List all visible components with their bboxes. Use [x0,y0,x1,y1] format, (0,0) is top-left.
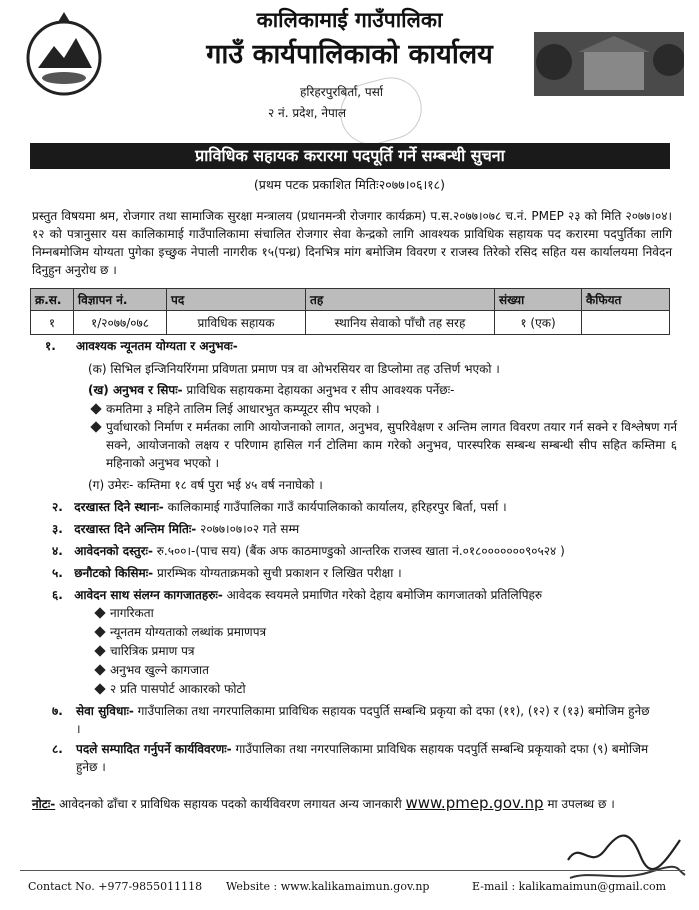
cell-level: स्थानिय सेवाको पाँचौ तह सरह [306,311,495,335]
section-7-text: गाउँपालिका तथा नगरपालिकामा प्राविधिक सहायक पदपुर्ति सम्बन्धि प्रकृया को दफा (११), (१२) र (१३) बमोजिम हुनेछ । [76,704,650,736]
section-7 [52,702,652,738]
section-5 [52,564,682,582]
note-label: नोटः- [32,797,56,811]
section-1-title: आवश्यक न्यूनतम योग्यता र अनुभवः- [76,339,238,353]
cell-post: प्राविधिक सहायक [167,311,306,335]
section-1a-text: (क) सिभिल इन्जिनियरिंगमा प्रविणता प्रमाण पत्र वा ओभरसियर वा डिप्लोमा तह उत्तिर्ण भएको । [88,362,500,376]
section-6-text: आवेदक स्वयमले प्रमाणित गरेको देहाय बमोजिम कागजातको प्रतिलिपिहरु [222,588,543,602]
section-1c-text: (ग) उमेरः- कम्तिमा १८ वर्ष पुरा भई ४५ वर्ष ननाघेको । [88,478,323,492]
footer-contact: Contact No. +977-9855011118 [28,880,203,893]
col-header-ad-no: विज्ञापन नं. [74,289,167,311]
document-item-label: २ प्रति पासपोर्ट आकारको फोटो [110,682,246,696]
section-7-label: सेवा सुविधाः- [76,704,134,718]
document-item-label: चारित्रिक प्रमाण पत्र [110,644,195,658]
section-1b-text: प्राविधिक सहायकमा देहायका अनुभव र सीप आवश्यक पर्नेछः- [182,383,455,397]
section-6-label: आवेदन साथ संलग्न कागजातहरुः- [74,588,223,602]
col-header-level: तह [306,289,495,311]
section-2-number: २. [52,500,63,514]
section-8 [52,740,672,776]
document-item-label: नागरिकता [110,606,154,620]
table-header-row [31,289,670,311]
section-1b-label: (ख) अनुभव र सिपः- [88,383,183,397]
list-item [96,623,266,641]
office-name: गाउँ कार्यपालिकाको कार्यालय [206,39,493,70]
vacancy-table [30,288,670,335]
section-4-number: ४. [52,544,63,558]
document-item-label: अनुभव खुल्ने कागजात [110,663,209,677]
section-1b-item-2: पुर्वाधारको निर्माण र मर्मतका लागि आयोजनाको लागत, अनुभव, सुपरिवेक्षण र अन्तिम लागत विवरण तयार गर्न सक्ने र विश्लेषण गर्न सक्ने, आयोजनाको लक्षय र परिणाम हासिल गर्न टोलिमा काम गरेको अनुभव, पारस्परिक सम्बन्ध सम्बन्धी सीप सहित कम्तिमा ६ महिनाको अनुभव भएको । [106,420,677,470]
section-8-number: ८. [52,742,63,756]
section-8-label: पदले सम्पादित गर्नुपर्ने कार्यविवरणः- [76,742,232,756]
diamond-bullet-icon [94,645,105,656]
municipality-name: कालिकामाई गाउँपालिका [256,8,443,32]
diamond-bullet-icon [94,607,105,618]
footer-website[interactable]: Website : www.kalikamaimun.gov.np [226,880,430,893]
col-header-post: पद [167,289,306,311]
section-2-label: दरखास्त दिने स्थानः- [74,500,164,514]
diamond-bullet-icon [94,683,105,694]
section-5-number: ५. [52,566,63,580]
section-1b-item-1: कमतिमा ३ महिने तालिम लिई आधारभुत कम्प्यूटर सीप भएको । [106,402,380,416]
cell-remarks [582,311,670,335]
section-5-text: प्रारम्भिक योग्यताक्रमको सुची प्रकाशन र लिखित परीक्षा । [153,566,402,580]
publication-date: (प्रथम पटक प्रकाशित मितिः२०७७।०६।१८) [253,177,446,192]
list-item [96,661,209,679]
footer-divider [20,870,685,871]
section-3-text: २०७७।०७।०२ गते सम्म [196,522,300,536]
list-item [96,680,246,698]
office-address: हरिहरपुरबिर्ता, पर्सा [300,85,383,99]
section-7-number: ७. [52,704,63,718]
notice-title-banner: प्राविधिक सहायक करारमा पदपूर्ति गर्ने सम्बन्धी सुचना [30,143,670,169]
list-item [96,642,195,660]
table-row [31,311,670,335]
list-item [92,418,677,472]
cell-ad-no: १/२०७७/०७८ [74,311,167,335]
section-6 [52,586,682,604]
section-3-label: दरखास्त दिने अन्तिम मितिः- [74,522,197,536]
section-1-number: १. [45,339,56,353]
note-text: आवेदनको ढाँचा र प्राविधिक सहायक पदको कार्यविवरण लगायत अन्य जानकारी [55,797,406,811]
section-8-text: गाउँपालिका तथा नगरपालिकामा प्राविधिक सहायक पदपुर्ति सम्बन्धि प्रकृयाको दफा (९) बमोजिम हुनेछ । [76,742,649,774]
section-3 [52,520,682,538]
col-header-remarks: कैफियत [582,289,670,311]
intro-paragraph: प्रस्तुत विषयमा श्रम, रोजगार तथा सामाजिक सुरक्षा मन्त्रालय (प्रधानमन्त्री रोजगार कार्यक्रम) प.स.२०७७।०७८ च.नं. PMEP २३ को मिति २०७७।०४।१२ को पत्रानुसार यस कालिकामाई गाउँपालिकामा संचालित रोजगार सेवा केन्द्रको लागि आवश्यक प्राविधिक सहायक पद करारमा पदपुर्तिका लागि निम्नबमोजिम योग्यता पुगेका इच्छुक नेपाली नागरीक १५(पन्ध्र) दिनभित्र मांग बमोजिम विवरण र राजस्व तिरेको रसिद सहित यस कार्यालयमा निवेदन दिनुहुन अनुरोध छ । [32,209,672,277]
diamond-bullet-icon [94,664,105,675]
section-2 [52,498,682,516]
section-3-number: ३. [52,522,63,536]
diamond-bullet-icon [90,403,101,414]
section-5-label: छनौटको किसिमः- [74,566,154,580]
col-header-count: संख्या [495,289,582,311]
diamond-bullet-icon [94,626,105,637]
cell-count: १ (एक) [495,311,582,335]
section-4-text: रु.५००।-(पाच सय) (बैंक अफ काठमाण्डुको आन्तरिक राजस्व खाता नं.०१८०००००००९०५२४ ) [152,544,565,558]
list-item [92,400,672,418]
section-6-number: ६. [52,588,63,602]
section-1b-line [88,381,678,399]
diamond-bullet-icon [90,421,101,432]
document-item-label: न्यूनतम योग्यताको लब्धांक प्रमाणपत्र [110,625,267,639]
section-4-label: आवेदनको दस्तुरः- [74,544,153,558]
note-tail: मा उपलब्ध छ । [543,797,615,811]
section-4 [52,542,682,560]
col-header-sn: क्र.स. [31,289,74,311]
pmep-website-link[interactable]: www.pmep.gov.np [405,794,544,812]
province-line: २ नं. प्रदेश, नेपाल [268,106,347,120]
cell-sn: १ [31,311,74,335]
note-line [32,794,672,813]
list-item [96,604,154,622]
section-2-text: कालिकामाई गाउँपालिका गाउँ कार्यपालिकाको कार्यालय, हरिहरपुर बिर्ता, पर्सा । [163,500,507,514]
footer-email[interactable]: E-mail : kalikamaimun@gmail.com [472,880,667,893]
